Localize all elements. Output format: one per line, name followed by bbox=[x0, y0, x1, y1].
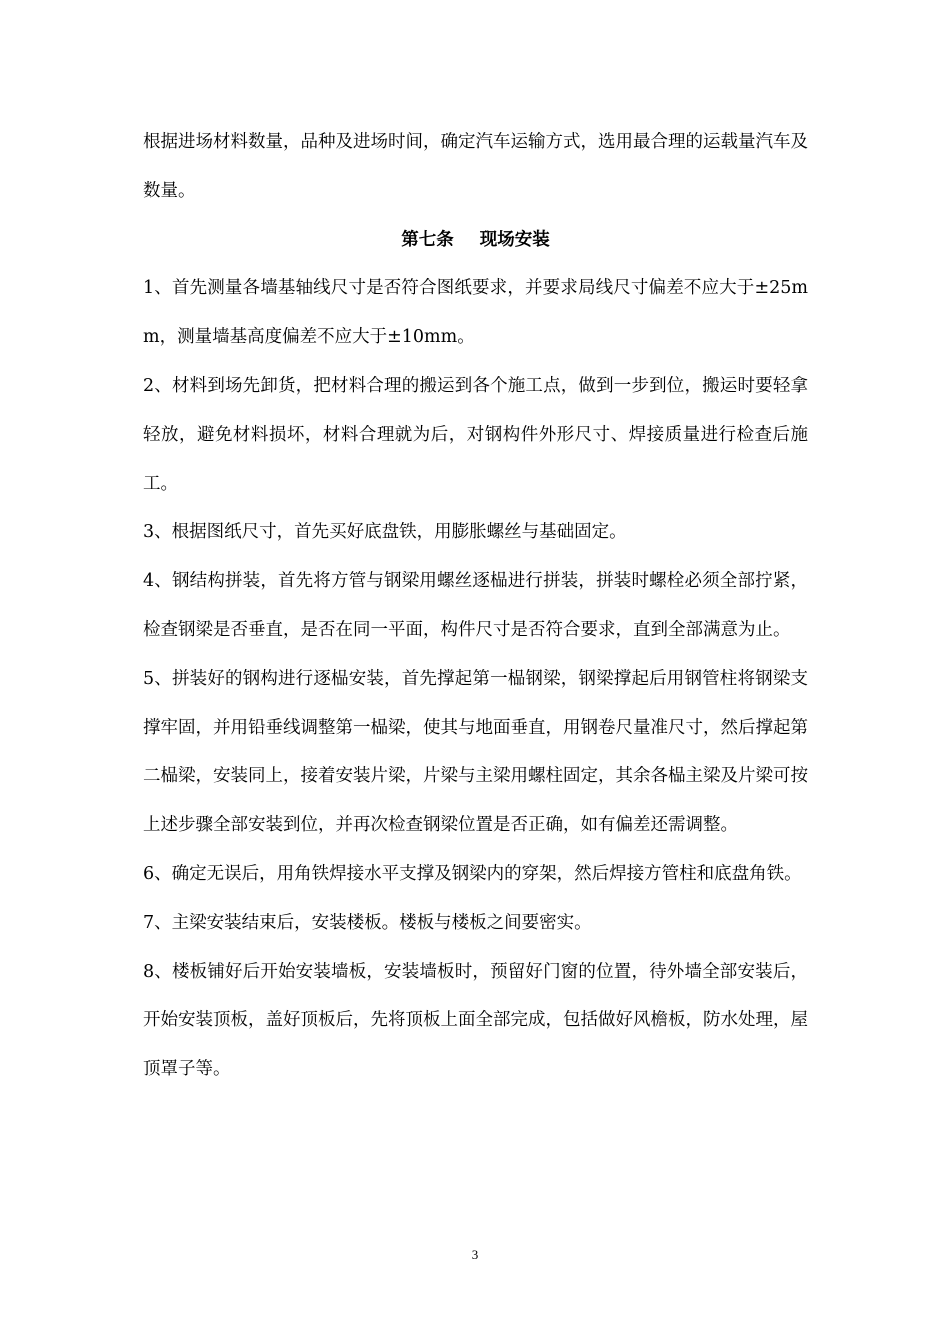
step-8: 8、楼板铺好后开始安装墙板，安装墙板时，预留好门窗的位置，待外墙全部安装后，开始安装顶板，盖好顶板后，先将顶板上面全部完成，包括做好风檐板，防水处理，屋顶罩子等。 bbox=[143, 961, 808, 1080]
step-5: 5、拼装好的钢构进行逐榀安装，首先撑起第一榀钢梁，钢梁撑起后用钢管柱将钢梁支撑牢固，并用铅垂线调整第一榀梁，使其与地面垂直，用钢卷尺量准尺寸，然后撑起第二榀梁，安装同上，接着安装片梁，片梁与主梁用螺柱固定，其余各榀主梁及片梁可按上述步骤全部安装到位，并再次检查钢梁位置是否正确，如有偏差还需调整。 bbox=[143, 668, 808, 836]
step-4: 4、钢结构拼装，首先将方管与钢梁用螺丝逐榀进行拼装，拼装时螺栓必须全部拧紧，检查钢梁是否垂直，是否在同一平面，构件尺寸是否符合要求，直到全部满意为止。 bbox=[143, 571, 808, 640]
section-heading bbox=[143, 216, 808, 265]
step-3: 3、根据图纸尺寸，首先买好底盘铁，用膨胀螺丝与基础固定。 bbox=[143, 522, 627, 543]
page-number: 3 bbox=[471, 1247, 479, 1262]
intro-paragraph: 根据进场材料数量，品种及进场时间，确定汽车运输方式，选用最合理的运载量汽车及数量。 bbox=[143, 132, 808, 201]
step-2: 2、材料到场先卸货，把材料合理的搬运到各个施工点，做到一步到位，搬运时要轻拿轻放，避免材料损坏，材料合理就为后，对钢构件外形尺寸、焊接质量进行检查后施工。 bbox=[143, 375, 808, 494]
step-1: 1、首先测量各墙基轴线尺寸是否符合图纸要求，并要求局线尺寸偏差不应大于±25mm，测量墙基高度偏差不应大于±10mm。 bbox=[143, 278, 808, 348]
document-body bbox=[143, 118, 808, 1094]
step-6: 6、确定无误后，用角铁焊接水平支撑及钢梁内的穿架，然后焊接方管柱和底盘角铁。 bbox=[143, 863, 802, 884]
step-7: 7、主梁安装结束后，安装楼板。楼板与楼板之间要密实。 bbox=[143, 912, 592, 933]
section-number: 第七条 bbox=[401, 229, 454, 250]
section-title: 现场安装 bbox=[479, 229, 550, 250]
